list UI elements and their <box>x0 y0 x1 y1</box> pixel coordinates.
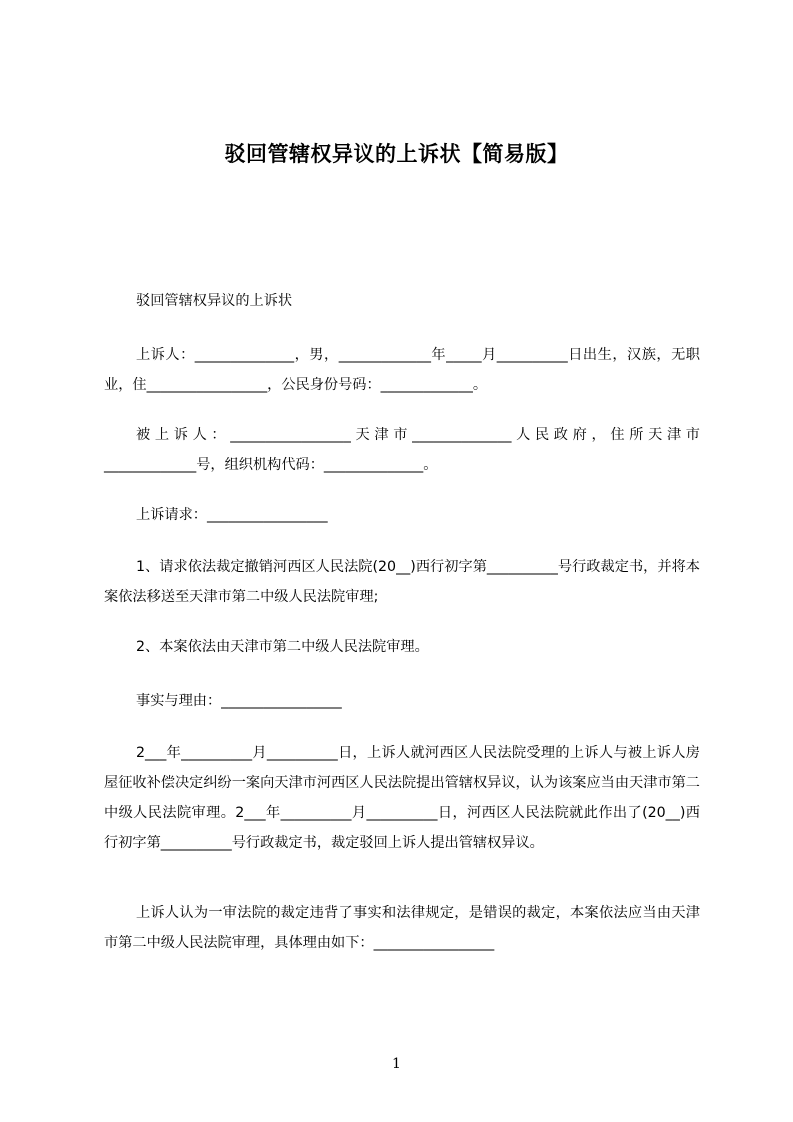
appellant-paragraph: 上诉人：______________，男，_____________年_____月__________日出生，汉族，无职业，住_________________，公民身份号码：_____________。 <box>104 347 700 393</box>
appeal-request-heading: 上诉请求：_________________ <box>136 507 328 523</box>
reasons-paragraph: 上诉人认为一审法院的裁定违背了事实和法律规定，是错误的裁定，本案依法应当由天津市第二中级人民法院审理，具体理由如下：_________________ <box>104 905 700 951</box>
document-title: 驳回管辖权异议的上诉状【简易版】 <box>224 142 569 166</box>
request-item-1: 1、请求依法裁定撤销河西区人民法院(20__)西行初字第__________号行政裁定书，并将本案依法移送至天津市第二中级人民法院审理; <box>104 559 700 605</box>
facts-reasons-heading: 事实与理由：_________________ <box>136 693 342 709</box>
subtitle-paragraph: 驳回管辖权异议的上诉状 <box>136 293 293 309</box>
page-number: 1 <box>392 1056 401 1072</box>
request-item-2: 2、本案依法由天津市第二中级人民法院审理。 <box>136 639 429 655</box>
appellee-paragraph: 被上诉人：_________________天津市______________人民政府，住所天津市_____________号，组织机构代码：______________。 <box>104 427 700 473</box>
facts-paragraph: 2___年__________月__________日，上诉人就河西区人民法院受理的上诉人与被上诉人房屋征收补偿决定纠纷一案向天津市河西区人民法院提出管辖权异议，认为该案应当由天津市第二中级人民法院审理。2___年__________月__________日，河西区人民法院就此作出了(20__)西行初字第__________号行政裁定书，裁定驳回上诉人提出管辖权异议。 <box>104 745 700 851</box>
